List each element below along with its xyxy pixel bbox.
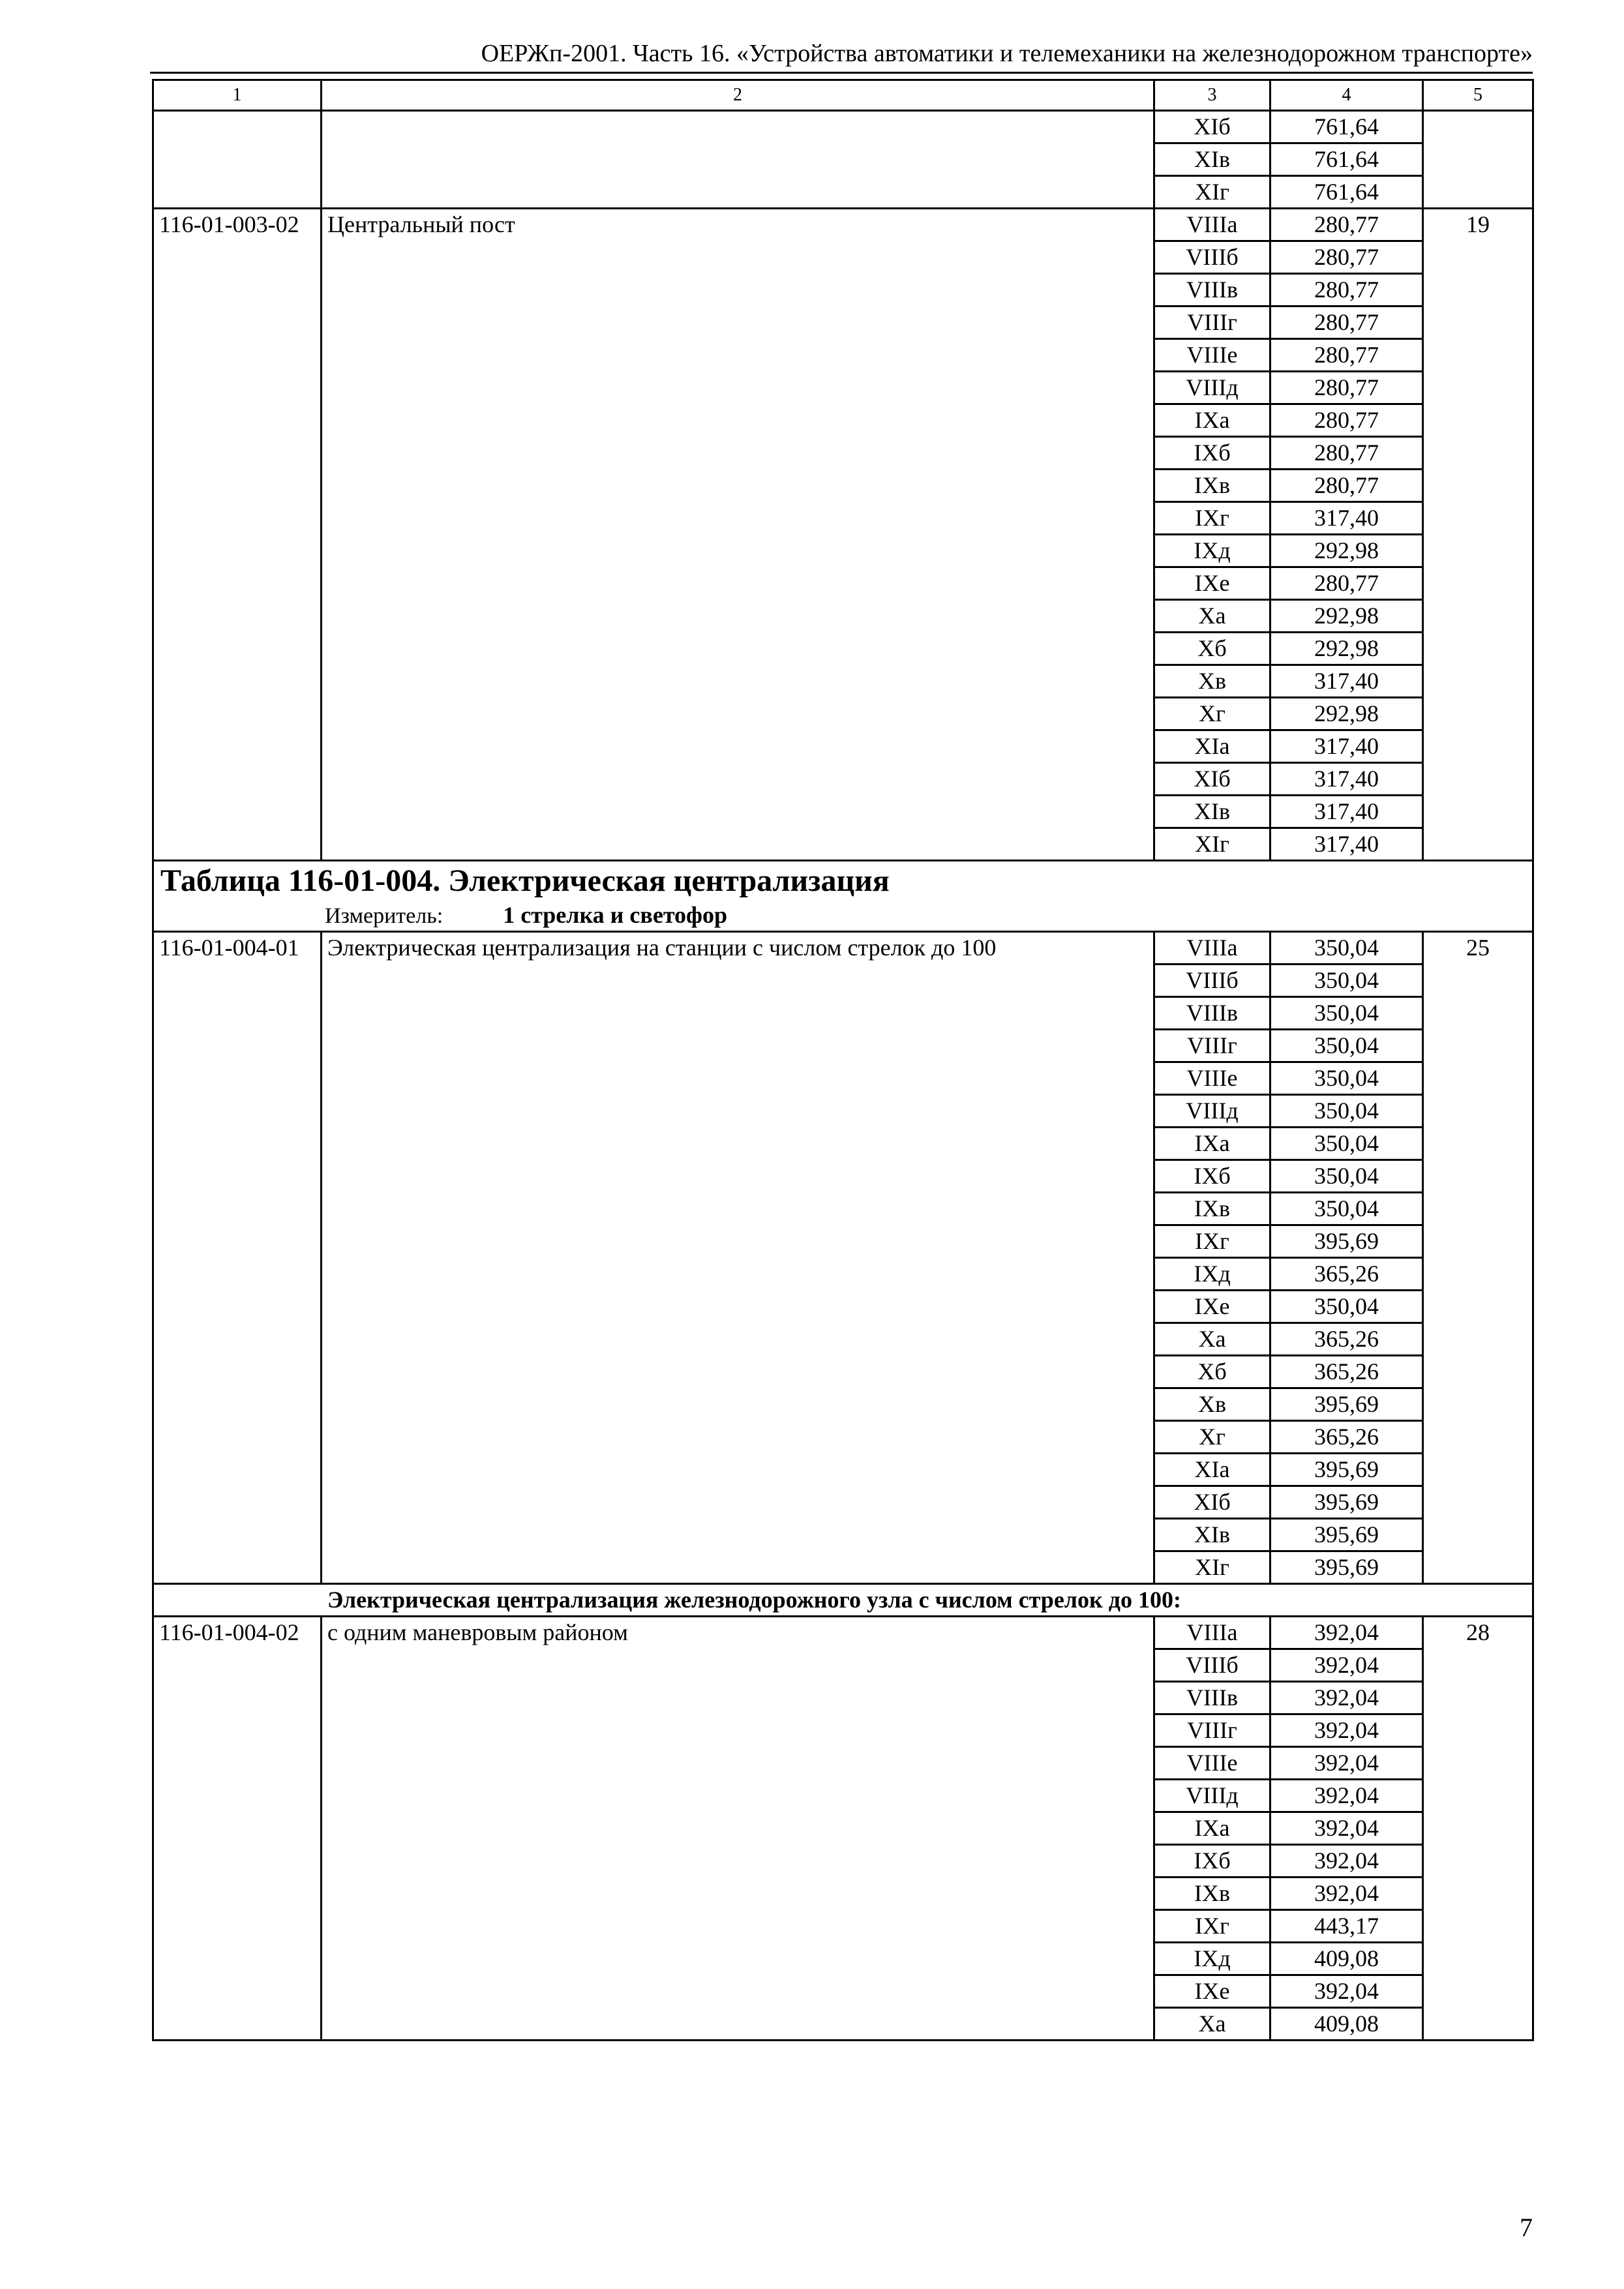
price-table-body bbox=[153, 80, 1533, 2041]
note-cell bbox=[1423, 111, 1533, 209]
price-cell: 409,08 bbox=[1271, 1943, 1423, 1975]
zone-cell: IXе bbox=[1154, 567, 1271, 600]
price-cell: 350,04 bbox=[1271, 1291, 1423, 1323]
zone-cell: VIIIд bbox=[1154, 372, 1271, 404]
zone-cell: VIIIе bbox=[1154, 1062, 1271, 1095]
zone-cell: IXд bbox=[1154, 1943, 1271, 1975]
note-cell: 28 bbox=[1423, 1617, 1533, 2041]
column-number: 4 bbox=[1271, 80, 1423, 111]
zone-cell: VIIIв bbox=[1154, 997, 1271, 1030]
zone-cell: IXб bbox=[1154, 1160, 1271, 1193]
zone-cell: VIIIг bbox=[1154, 1714, 1271, 1747]
column-number: 3 bbox=[1154, 80, 1271, 111]
zone-cell: XIб bbox=[1154, 1486, 1271, 1519]
zone-cell: VIIIд bbox=[1154, 1780, 1271, 1812]
item-code bbox=[153, 111, 322, 209]
price-cell: 350,04 bbox=[1271, 1062, 1423, 1095]
price-cell: 761,64 bbox=[1271, 176, 1423, 209]
price-cell: 317,40 bbox=[1271, 665, 1423, 698]
price-cell: 392,04 bbox=[1271, 1617, 1423, 1649]
item-name bbox=[322, 111, 1154, 209]
header-rule bbox=[150, 72, 1533, 74]
zone-cell: IXе bbox=[1154, 1975, 1271, 2008]
zone-cell: XIв bbox=[1154, 796, 1271, 828]
price-cell: 280,77 bbox=[1271, 470, 1423, 502]
zone-cell: IXб bbox=[1154, 437, 1271, 470]
price-table bbox=[152, 79, 1534, 2041]
price-cell: 350,04 bbox=[1271, 1160, 1423, 1193]
price-cell: 392,04 bbox=[1271, 1975, 1423, 2008]
price-cell: 350,04 bbox=[1271, 1128, 1423, 1160]
zone-cell: VIIIв bbox=[1154, 274, 1271, 307]
zone-cell: Xв bbox=[1154, 1388, 1271, 1421]
zone-cell: IXд bbox=[1154, 535, 1271, 567]
item-name: Электрическая централизация на станции с числом стрелок до 100 bbox=[322, 932, 1154, 1584]
price-cell: 395,69 bbox=[1271, 1519, 1423, 1551]
running-header: ОЕРЖп-2001. Часть 16. «Устройства автоматики и телемеханики на железнодорожном транспорте» bbox=[481, 40, 1533, 67]
meter-label: Измеритель: bbox=[325, 904, 444, 928]
item-code: 116-01-004-02 bbox=[153, 1617, 322, 2041]
zone-cell: XIг bbox=[1154, 1551, 1271, 1584]
zone-cell: IXг bbox=[1154, 1910, 1271, 1943]
zone-cell: XIв bbox=[1154, 1519, 1271, 1551]
zone-cell: IXг bbox=[1154, 1225, 1271, 1258]
price-cell: 392,04 bbox=[1271, 1682, 1423, 1714]
price-cell: 365,26 bbox=[1271, 1356, 1423, 1388]
price-table-sheet bbox=[152, 79, 1532, 2041]
zone-cell: Xв bbox=[1154, 665, 1271, 698]
zone-cell: IXд bbox=[1154, 1258, 1271, 1291]
price-cell: 317,40 bbox=[1271, 502, 1423, 535]
price-cell: 392,04 bbox=[1271, 1714, 1423, 1747]
zone-cell: Xг bbox=[1154, 1421, 1271, 1454]
meter-value: 1 стрелка и светофор bbox=[503, 902, 727, 928]
price-cell: 317,40 bbox=[1271, 796, 1423, 828]
price-cell: 392,04 bbox=[1271, 1812, 1423, 1845]
zone-cell: XIб bbox=[1154, 763, 1271, 796]
page-number: 7 bbox=[1520, 2213, 1533, 2242]
zone-cell: VIIIг bbox=[1154, 1030, 1271, 1062]
meter-cell bbox=[153, 901, 1533, 932]
price-cell: 443,17 bbox=[1271, 1910, 1423, 1943]
zone-cell: XIа bbox=[1154, 730, 1271, 763]
column-number: 2 bbox=[322, 80, 1154, 111]
price-cell: 365,26 bbox=[1271, 1323, 1423, 1356]
item-name: Центральный пост bbox=[322, 209, 1154, 861]
price-cell: 280,77 bbox=[1271, 437, 1423, 470]
price-cell: 280,77 bbox=[1271, 567, 1423, 600]
price-cell: 392,04 bbox=[1271, 1780, 1423, 1812]
table-title-row bbox=[153, 861, 1533, 901]
price-cell: 350,04 bbox=[1271, 932, 1423, 965]
price-cell: 317,40 bbox=[1271, 828, 1423, 861]
price-cell: 395,69 bbox=[1271, 1225, 1423, 1258]
zone-cell: IXа bbox=[1154, 1812, 1271, 1845]
price-cell: 350,04 bbox=[1271, 1095, 1423, 1128]
price-cell: 292,98 bbox=[1271, 600, 1423, 633]
price-cell: 280,77 bbox=[1271, 209, 1423, 241]
zone-cell: IXв bbox=[1154, 1193, 1271, 1225]
price-cell: 317,40 bbox=[1271, 763, 1423, 796]
zone-cell: VIIIе bbox=[1154, 1747, 1271, 1780]
zone-cell: IXв bbox=[1154, 470, 1271, 502]
zone-cell: XIв bbox=[1154, 143, 1271, 176]
zone-cell: VIIIа bbox=[1154, 209, 1271, 241]
item-code: 116-01-003-02 bbox=[153, 209, 322, 861]
table-row bbox=[153, 932, 1533, 965]
price-cell: 350,04 bbox=[1271, 1193, 1423, 1225]
zone-cell: XIг bbox=[1154, 828, 1271, 861]
price-cell: 761,64 bbox=[1271, 143, 1423, 176]
zone-cell: VIIIа bbox=[1154, 932, 1271, 965]
price-cell: 392,04 bbox=[1271, 1747, 1423, 1780]
price-cell: 350,04 bbox=[1271, 997, 1423, 1030]
zone-cell: Xа bbox=[1154, 2008, 1271, 2041]
zone-cell: IXа bbox=[1154, 404, 1271, 437]
zone-cell: IXб bbox=[1154, 1845, 1271, 1878]
zone-cell: Xб bbox=[1154, 1356, 1271, 1388]
zone-cell: IXв bbox=[1154, 1878, 1271, 1910]
price-cell: 350,04 bbox=[1271, 965, 1423, 997]
price-cell: 395,69 bbox=[1271, 1486, 1423, 1519]
subheading: Электрическая централизация железнодорожного узла с числом стрелок до 100: bbox=[153, 1584, 1533, 1617]
table-title: Таблица 116-01-004. Электрическая централизация bbox=[153, 861, 1533, 901]
zone-cell: Xа bbox=[1154, 600, 1271, 633]
table-row bbox=[153, 1617, 1533, 1649]
table-row bbox=[153, 209, 1533, 241]
price-cell: 292,98 bbox=[1271, 633, 1423, 665]
meter-row bbox=[153, 901, 1533, 932]
price-cell: 395,69 bbox=[1271, 1454, 1423, 1486]
zone-cell: VIIIб bbox=[1154, 241, 1271, 274]
item-code: 116-01-004-01 bbox=[153, 932, 322, 1584]
zone-cell: IXг bbox=[1154, 502, 1271, 535]
zone-cell: IXе bbox=[1154, 1291, 1271, 1323]
item-name: с одним маневровым районом bbox=[322, 1617, 1154, 2041]
note-cell: 19 bbox=[1423, 209, 1533, 861]
note-cell: 25 bbox=[1423, 932, 1533, 1584]
price-cell: 392,04 bbox=[1271, 1649, 1423, 1682]
zone-cell: VIIIг bbox=[1154, 307, 1271, 339]
zone-cell: Xг bbox=[1154, 698, 1271, 730]
price-cell: 317,40 bbox=[1271, 730, 1423, 763]
price-cell: 365,26 bbox=[1271, 1421, 1423, 1454]
zone-cell: VIIIб bbox=[1154, 1649, 1271, 1682]
column-number-row bbox=[153, 80, 1533, 111]
price-cell: 395,69 bbox=[1271, 1388, 1423, 1421]
price-cell: 395,69 bbox=[1271, 1551, 1423, 1584]
column-number: 5 bbox=[1423, 80, 1533, 111]
zone-cell: XIа bbox=[1154, 1454, 1271, 1486]
zone-cell: VIIIб bbox=[1154, 965, 1271, 997]
price-cell: 350,04 bbox=[1271, 1030, 1423, 1062]
zone-cell: VIIIа bbox=[1154, 1617, 1271, 1649]
zone-cell: Xа bbox=[1154, 1323, 1271, 1356]
zone-cell: XIб bbox=[1154, 111, 1271, 143]
price-cell: 761,64 bbox=[1271, 111, 1423, 143]
price-cell: 280,77 bbox=[1271, 372, 1423, 404]
zone-cell: XIг bbox=[1154, 176, 1271, 209]
price-cell: 280,77 bbox=[1271, 404, 1423, 437]
zone-cell: VIIIд bbox=[1154, 1095, 1271, 1128]
column-number: 1 bbox=[153, 80, 322, 111]
price-cell: 280,77 bbox=[1271, 307, 1423, 339]
price-cell: 280,77 bbox=[1271, 339, 1423, 372]
price-cell: 365,26 bbox=[1271, 1258, 1423, 1291]
zone-cell: IXа bbox=[1154, 1128, 1271, 1160]
price-cell: 392,04 bbox=[1271, 1845, 1423, 1878]
price-cell: 292,98 bbox=[1271, 535, 1423, 567]
price-cell: 280,77 bbox=[1271, 274, 1423, 307]
price-cell: 392,04 bbox=[1271, 1878, 1423, 1910]
subheading-row bbox=[153, 1584, 1533, 1617]
zone-cell: VIIIе bbox=[1154, 339, 1271, 372]
price-cell: 292,98 bbox=[1271, 698, 1423, 730]
price-cell: 409,08 bbox=[1271, 2008, 1423, 2041]
zone-cell: Xб bbox=[1154, 633, 1271, 665]
price-cell: 280,77 bbox=[1271, 241, 1423, 274]
table-row bbox=[153, 111, 1533, 143]
zone-cell: VIIIв bbox=[1154, 1682, 1271, 1714]
